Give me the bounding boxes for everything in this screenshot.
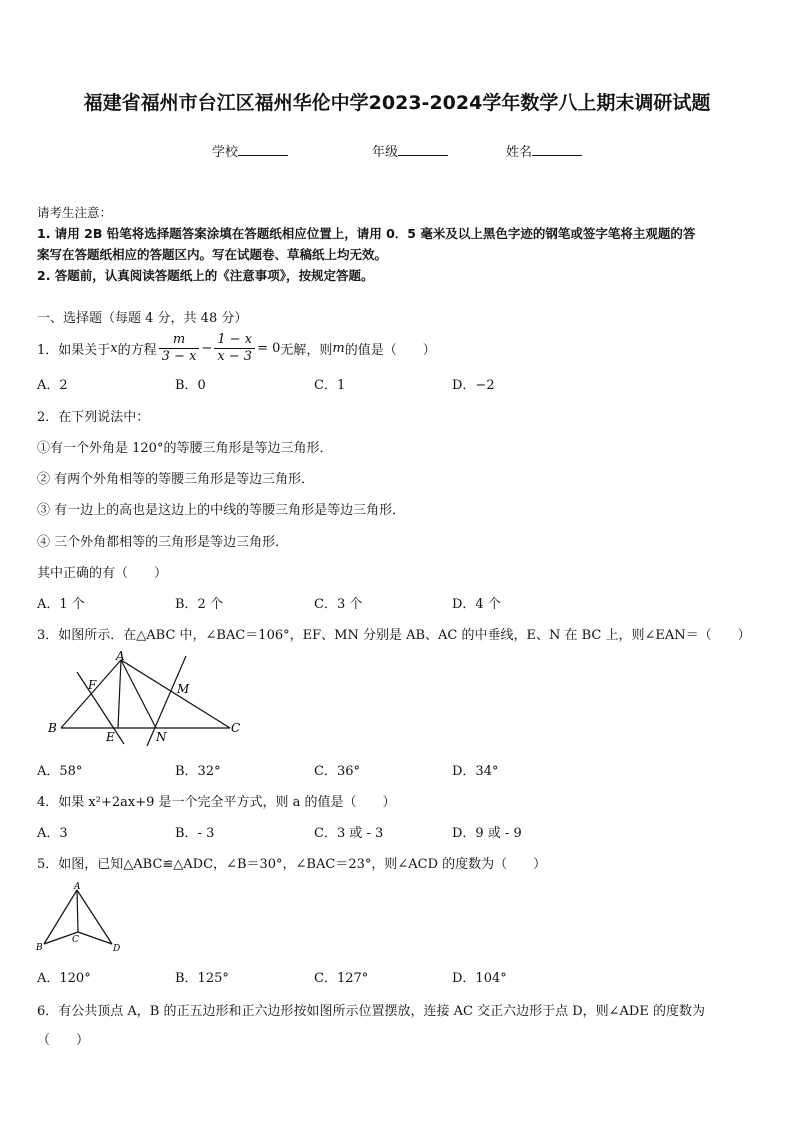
q1-equals: = 0 bbox=[257, 340, 281, 356]
q5-label-a: A bbox=[74, 882, 81, 892]
q5-line-cd bbox=[78, 932, 112, 944]
q1-option-b[interactable]: B．0 bbox=[175, 378, 206, 393]
q5-line-ad bbox=[77, 890, 112, 944]
q1-text-post2: 的值是（ ） bbox=[344, 342, 436, 358]
name-blank[interactable] bbox=[532, 143, 582, 156]
q1-text-mid: 的方程 bbox=[117, 342, 157, 358]
q5-option-c[interactable]: C．127° bbox=[314, 971, 369, 986]
grade-field bbox=[372, 141, 448, 160]
notice-line-1b: 案写在答题纸相应的答题区内。写在试题卷、草稿纸上均无效。 bbox=[37, 247, 388, 262]
q1-option-d[interactable]: D．−2 bbox=[452, 378, 495, 393]
question-6-answer-bracket: （ ） bbox=[37, 1033, 90, 1048]
question-6-stem: 6．有公共顶点 A，B 的正五边形和正六边形按如图所示位置摆放，连接 AC 交正六边形于点 D，则∠ADE 的度数为 bbox=[37, 1004, 705, 1019]
q5-triangle-figure bbox=[34, 880, 124, 956]
school-field bbox=[212, 141, 288, 160]
q1-f2-numerator: 1 − x bbox=[214, 332, 255, 349]
notice-line-1a: 1. 请用 2B 铅笔将选择题答案涂填在答题纸相应位置上，请用 0．5 毫米及以上黑色字迹的钢笔或签字笔将主观题的答 bbox=[37, 226, 696, 241]
q2-statement-3: ③ 有一边上的高也是这边上的中线的等腰三角形是等边三角形． bbox=[37, 503, 406, 518]
q3-option-a[interactable]: A．58° bbox=[37, 764, 83, 779]
q3-line-ac bbox=[121, 660, 230, 728]
q1-fraction-2 bbox=[214, 332, 255, 365]
q1-f1-denominator: 3 − x bbox=[161, 348, 197, 364]
q5-option-d[interactable]: D．104° bbox=[452, 971, 507, 986]
q3-line-mn bbox=[147, 656, 186, 746]
q3-label-e: E bbox=[106, 730, 115, 744]
question-5-stem: 5．如图，已知△ABC≌△ADC，∠B＝30°，∠BAC＝23°，则∠ACD 的度数为（ ） bbox=[37, 857, 547, 872]
q3-label-f: F bbox=[88, 678, 97, 692]
section-heading: 一、选择题（每题 4 分，共 48 分） bbox=[37, 311, 248, 326]
q4-option-c[interactable]: C．3 或 - 3 bbox=[314, 826, 384, 841]
q2-statement-1: ①有一个外角是 120°的等腰三角形是等边三角形． bbox=[37, 441, 333, 456]
grade-blank[interactable] bbox=[398, 143, 448, 156]
q1-option-c[interactable]: C．1 bbox=[314, 378, 346, 393]
question-1-stem bbox=[37, 328, 436, 368]
q3-line-an bbox=[121, 660, 156, 728]
q1-text-pre: 1．如果关于 bbox=[37, 342, 111, 358]
name-label: 姓名 bbox=[506, 145, 533, 160]
page-title: 福建省福州市台江区福州华伦中学2023-2024学年数学八上期末调研试题 bbox=[83, 92, 711, 114]
q1-f1-numerator: m bbox=[159, 332, 200, 349]
q3-option-b[interactable]: B．32° bbox=[175, 764, 221, 779]
q1-var-x: x bbox=[110, 340, 118, 356]
q3-label-m: M bbox=[177, 682, 190, 696]
q2-statement-2: ② 有两个外角相等的等腰三角形是等边三角形． bbox=[37, 472, 315, 487]
q3-triangle-figure bbox=[44, 648, 244, 748]
q3-line-ae bbox=[118, 660, 121, 728]
q1-fraction-1 bbox=[159, 332, 200, 365]
q2-statement-4: ④ 三个外角都相等的三角形是等边三角形． bbox=[37, 535, 289, 550]
notice-line-2: 2. 答题前，认真阅读答题纸上的《注意事项》，按规定答题。 bbox=[37, 268, 374, 283]
q1-option-a[interactable]: A．2 bbox=[37, 378, 68, 393]
q1-var-m: m bbox=[332, 340, 345, 356]
q2-option-c[interactable]: C．3 个 bbox=[314, 597, 363, 612]
school-blank[interactable] bbox=[238, 143, 288, 156]
q5-label-b: B bbox=[36, 943, 43, 953]
q5-option-b[interactable]: B．125° bbox=[175, 971, 229, 986]
q5-option-a[interactable]: A．120° bbox=[37, 971, 91, 986]
q3-label-n: N bbox=[156, 730, 167, 744]
q3-label-a: A bbox=[116, 649, 125, 663]
q4-option-a[interactable]: A．3 bbox=[37, 826, 68, 841]
q2-option-b[interactable]: B．2 个 bbox=[175, 597, 223, 612]
q2-ask: 其中正确的有（ ） bbox=[37, 566, 168, 581]
grade-label: 年级 bbox=[372, 145, 399, 160]
school-label: 学校 bbox=[212, 145, 239, 160]
name-field bbox=[506, 141, 582, 160]
q1-text-post: 无解，则 bbox=[280, 342, 333, 358]
question-2-stem: 2．在下列说法中： bbox=[37, 410, 150, 425]
q4-option-d[interactable]: D．9 或 - 9 bbox=[452, 826, 522, 841]
question-3-stem: 3．如图所示．在△ABC 中，∠BAC＝106°，EF、MN 分别是 AB、AC 的中垂线，E、N 在 BC 上，则∠EAN＝（ ） bbox=[37, 628, 751, 643]
q5-label-d: D bbox=[113, 944, 121, 954]
q3-option-d[interactable]: D．34° bbox=[452, 764, 499, 779]
q5-label-c: C bbox=[72, 935, 79, 945]
question-4-stem: 4．如果 x²+2ax+9 是一个完全平方式，则 a 的值是（ ） bbox=[37, 795, 396, 810]
q2-option-d[interactable]: D．4 个 bbox=[452, 597, 501, 612]
q3-label-b: B bbox=[48, 721, 57, 735]
q4-option-b[interactable]: B．- 3 bbox=[175, 826, 215, 841]
q5-line-ac bbox=[77, 890, 78, 932]
q3-label-c: C bbox=[231, 721, 241, 735]
q2-option-a[interactable]: A．1 个 bbox=[37, 597, 85, 612]
q3-option-c[interactable]: C．36° bbox=[314, 764, 360, 779]
notice-heading: 请考生注意： bbox=[37, 205, 113, 220]
q1-minus: − bbox=[201, 340, 213, 356]
q1-f2-denominator: x − 3 bbox=[217, 348, 253, 364]
